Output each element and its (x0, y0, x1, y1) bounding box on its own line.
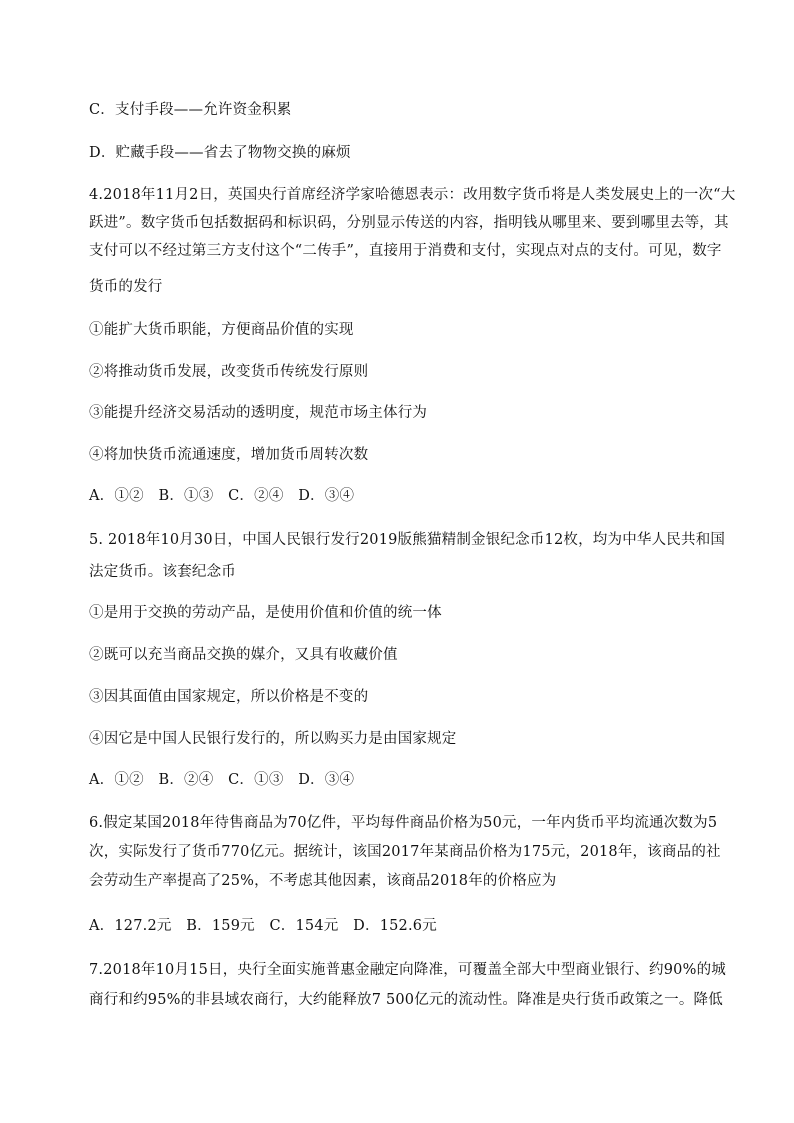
q4-stem-line-2: 跃进”。数字货币包括数据码和标识码，分别显示传送的内容，指明钱从哪里来、要到哪里去等，其 (89, 215, 729, 231)
q5-item-3: ③因其面值由国家规定，所以价格是不变的 (89, 689, 369, 705)
q5-item-4: ④因它是中国人民银行发行的，所以购买力是由国家规定 (89, 731, 457, 747)
q4-stem-line-3: 支付可以不经过第三方支付这个“二传手”，直接用于消费和支付，实现点对点的支付。可见，数字 (89, 243, 722, 259)
q5-item-1: ①是用于交换的劳动产品，是使用价值和价值的统一体 (89, 605, 442, 621)
q4-item-4: ④将加快货币流通速度，增加货币周转次数 (89, 447, 369, 463)
q3-option-d: D．贮藏手段——省去了物物交换的麻烦 (89, 145, 351, 161)
q4-item-1: ①能扩大货币职能，方便商品价值的实现 (89, 322, 354, 338)
q6-stem-line-3: 会劳动生产率提高了25%，不考虑其他因素，该商品2018年的价格应为 (89, 873, 557, 889)
q7-stem-line-2: 商行和约95%的非县域农商行，大约能释放7 500亿元的流动性。降准是央行货币政策之一。降低 (89, 992, 723, 1008)
q4-item-2: ②将推动货币发展，改变货币传统发行原则 (89, 364, 369, 380)
q4-item-3: ③能提升经济交易活动的透明度，规范市场主体行为 (89, 405, 428, 421)
q4-answer-options: A．①② B．①③ C．②④ D．③④ (89, 488, 355, 504)
q4-stem-line-1: 4.2018年11月2日，英国央行首席经济学家哈德恩表示：改用数字货币将是人类发展史上的一次“大 (89, 187, 736, 203)
q5-answer-options: A．①② B．②④ C．①③ D．③④ (89, 772, 355, 788)
q6-stem-line-1: 6.假定某国2018年待售商品为70亿件，平均每件商品价格为50元，一年内货币平均流通次数为5 (89, 815, 718, 831)
q7-stem-line-1: 7.2018年10月15日，央行全面实施普惠金融定向降准，可覆盖全部大中型商业银行、约90%的城 (89, 962, 726, 978)
q4-stem-line-4: 货币的发行 (89, 279, 163, 295)
q5-stem-line-2: 法定货币。该套纪念币 (89, 564, 236, 580)
q6-stem-line-2: 次，实际发行了货币770亿元。据统计，该国2017年某商品价格为175元，2018年，该商品的社 (89, 844, 721, 860)
q5-stem-line-1: 5. 2018年10月30日，中国人民银行发行2019版熊猫精制金银纪念币12枚，均为中华人民共和国 (89, 532, 726, 548)
q6-answer-options: A．127.2元 B．159元 C．154元 D．152.6元 (89, 918, 437, 934)
q5-item-2: ②既可以充当商品交换的媒介，又具有收藏价值 (89, 647, 398, 663)
q3-option-c: C．支付手段——允许资金积累 (89, 102, 292, 118)
